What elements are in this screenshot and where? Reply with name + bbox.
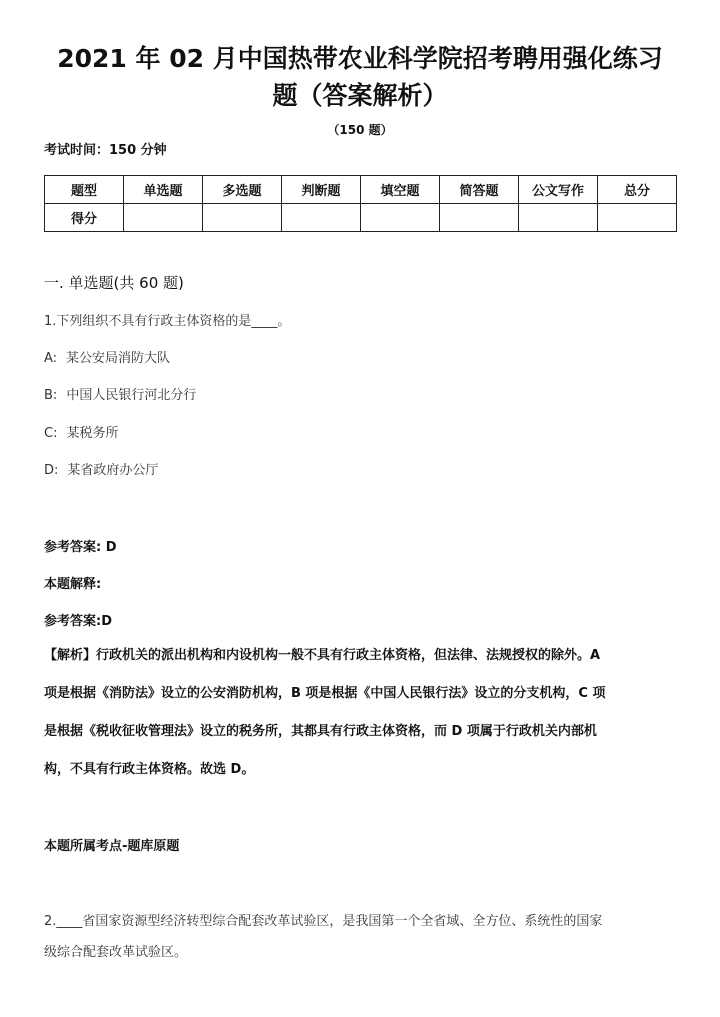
option-letter: A: [44,351,58,366]
option-text: 某公安局消防大队 [66,351,171,366]
header-cell-multiple: 多选题 [203,176,282,204]
question-2-line: 2.____省国家资源型经济转型综合配套改革试验区，是我国第一个全省域、全方位、系统性的国家 [44,914,603,929]
title-line-1: 2021 年 02 月中国热带农业科学院招考聘用强化练习 [57,44,663,73]
header-cell-fill: 填空题 [361,176,440,204]
option-d [44,459,158,478]
score-table [44,175,677,232]
header-cell-writing: 公文写作 [519,176,598,204]
score-row-label: 得分 [45,204,124,232]
score-cell [282,204,361,232]
header-cell-single: 单选题 [124,176,203,204]
section-heading: 一. 单选题(共 60 题) [44,274,184,292]
header-cell-short-answer: 简答题 [440,176,519,204]
explanation-label: 本题解释: [44,577,102,592]
option-letter: D: [44,463,59,478]
option-a [44,347,170,366]
analysis-line: 构，不具有行政主体资格。故选 D。 [44,762,255,777]
option-c [44,422,118,441]
option-b [44,384,196,403]
header-cell-type: 题型 [45,176,124,204]
header-cell-judge: 判断题 [282,176,361,204]
score-cell [519,204,598,232]
analysis-line: 【解析】行政机关的派出机构和内设机构一般不具有行政主体资格，但法律、法规授权的除外。A [44,648,601,663]
option-text: 某税务所 [66,426,119,441]
title-line-2: 题（答案解析） [272,81,448,110]
analysis-line: 是根据《税收征收管理法》设立的税务所，其都具有行政主体资格，而 D 项属于行政机关内部机 [44,724,597,739]
question-1-text: 1.下列组织不具有行政主体资格的是____。 [44,314,291,329]
score-table-score-row [45,204,677,232]
analysis-line: 项是根据《消防法》设立的公安消防机构，B 项是根据《中国人民银行法》设立的分支机构，C 项 [44,686,606,701]
document-title [40,40,680,114]
score-cell [203,204,282,232]
option-letter: C: [44,426,58,441]
score-cell [440,204,519,232]
option-letter: B: [44,388,58,403]
score-cell [361,204,440,232]
reference-answer: 参考答案: D [44,540,117,555]
reference-answer-2: 参考答案:D [44,614,112,629]
option-text: 中国人民银行河北分行 [66,388,197,403]
header-cell-total: 总分 [598,176,677,204]
exam-time: 考试时间：150 分钟 [44,143,167,158]
score-cell [124,204,203,232]
option-text: 某省政府办公厅 [67,463,159,478]
score-table-header-row [45,176,677,204]
topic-label: 本题所属考点-题库原题 [44,839,180,854]
question-count: （150 题） [327,123,393,137]
question-2-line: 级综合配套改革试验区。 [44,945,188,960]
score-cell [598,204,677,232]
